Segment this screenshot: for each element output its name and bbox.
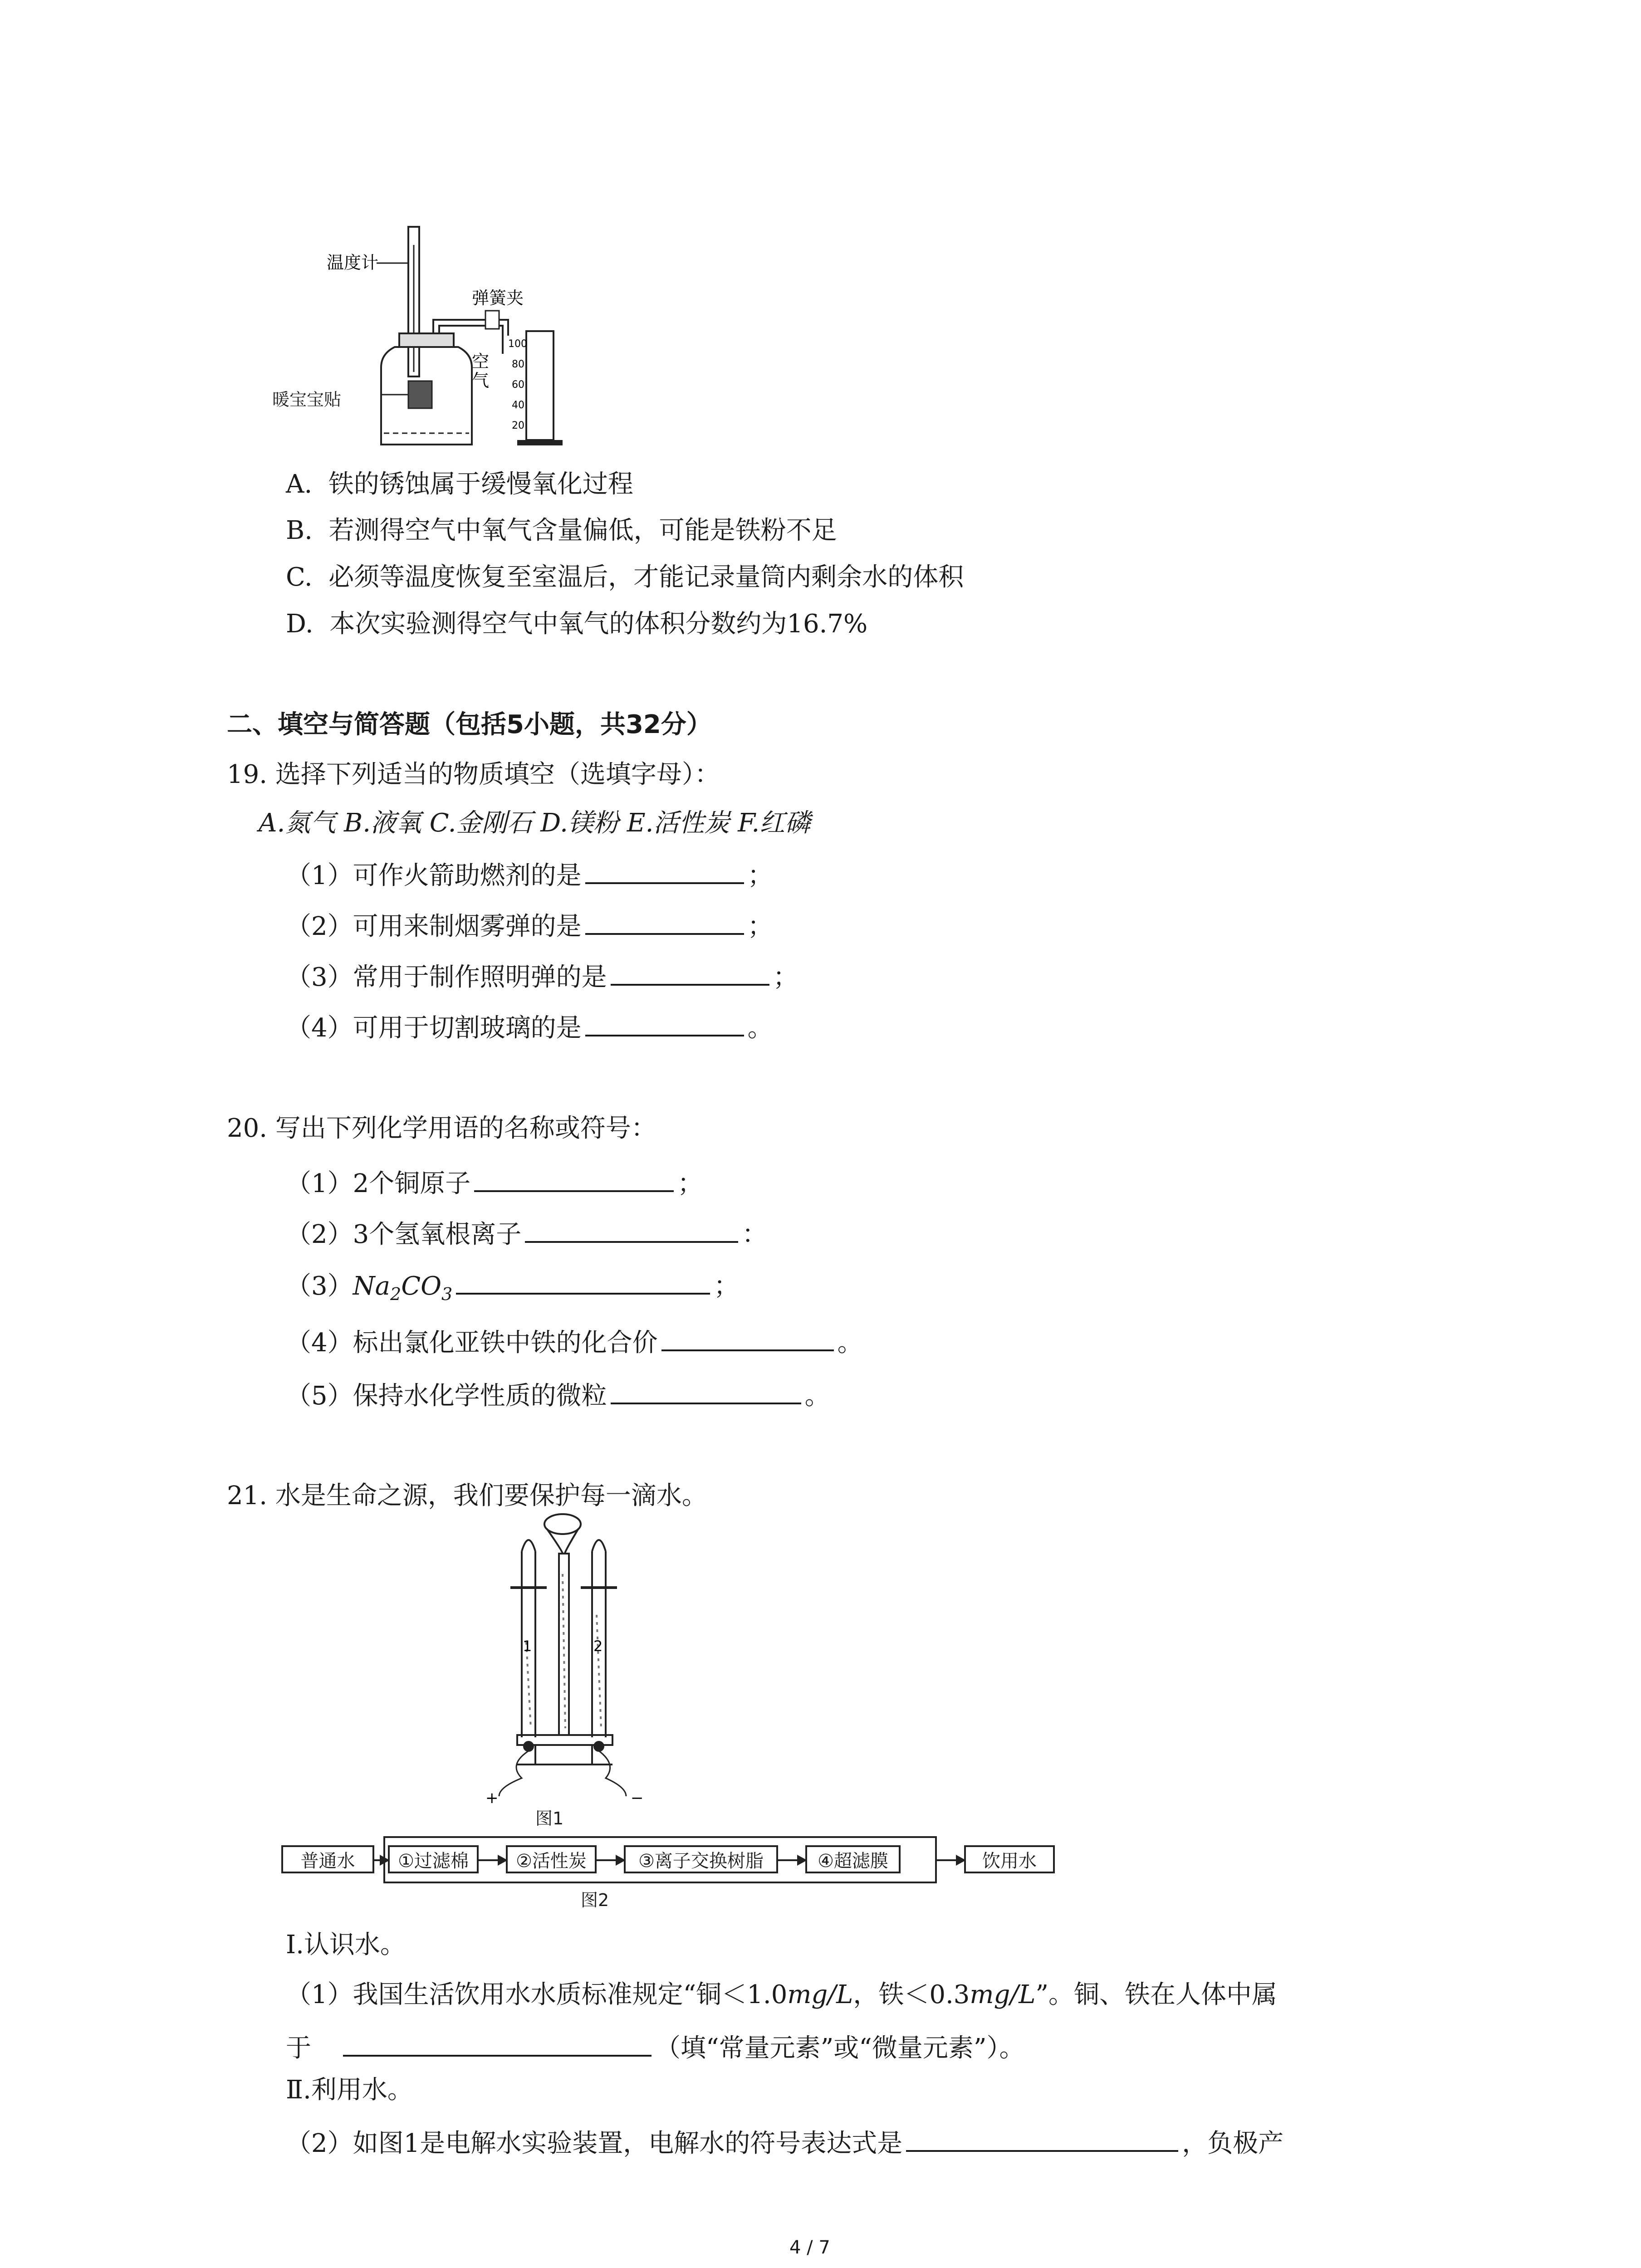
flow-input-box: 普通水 xyxy=(281,1845,374,1873)
flow-output-box: 饮用水 xyxy=(964,1845,1055,1873)
answer-blank[interactable] xyxy=(611,960,769,986)
option-d: D. 本次实验测得空气中氧气的体积分数约为16.7% xyxy=(286,609,868,639)
label-clamp: 弹簧夹 xyxy=(472,288,524,308)
answer-blank[interactable] xyxy=(525,1217,738,1243)
answer-blank[interactable] xyxy=(611,1379,801,1404)
flow-arrow xyxy=(937,1859,964,1861)
q20-item-1: （1）2个铜原子 ； xyxy=(286,1167,703,1197)
answer-blank[interactable] xyxy=(585,859,744,884)
answer-blank[interactable] xyxy=(343,2031,652,2057)
option-a: A. 铁的锈蚀属于缓慢氧化过程 xyxy=(286,469,633,499)
label-thermometer: 温度计 xyxy=(327,253,379,273)
q21-part-2: Ⅱ.利用水。 xyxy=(286,2075,413,2105)
answer-blank[interactable] xyxy=(456,1269,710,1295)
formula-na2co3: $Na_2CO_3$ xyxy=(353,1271,453,1305)
cylinder-scale-60: 60 xyxy=(512,379,524,391)
answer-blank[interactable] xyxy=(474,1167,674,1192)
q21-stem: 21. 水是生命之源，我们要保护每一滴水。 xyxy=(227,1481,707,1510)
answer-blank[interactable] xyxy=(585,909,744,935)
q20-item-5: （5）保持水化学性质的微粒 。 xyxy=(286,1379,830,1409)
flow-arrow xyxy=(479,1859,506,1861)
cylinder-scale-40: 40 xyxy=(512,400,524,411)
q20-item-3: $(3)Na_2CO_3$ ； xyxy=(286,1269,739,1303)
cylinder-scale-100: 100 xyxy=(508,338,527,350)
flow-step-4: ④超滤膜 xyxy=(805,1845,901,1873)
q21-item-1-line-1: （1）我国生活饮用水水质标准规定“铜＜1.0mg/L，铁＜0.3mg/L”。铜、铁在人体中属 xyxy=(286,1980,1278,2009)
q19-item-4: （4）可用于切割玻璃的是 。 xyxy=(286,1011,773,1041)
q19-item-3: （3）常用于制作照明弹的是 ； xyxy=(286,960,798,990)
oxygen-measurement-apparatus xyxy=(272,218,581,463)
tube-label-2: 2 xyxy=(593,1637,603,1655)
electrolysis-apparatus xyxy=(472,1510,653,1805)
terminal-plus: + xyxy=(485,1789,499,1805)
q20-item-4: （4）标出氯化亚铁中铁的化合价 。 xyxy=(286,1326,863,1356)
answer-blank[interactable] xyxy=(585,1011,744,1036)
q19-choices: A.氮气 B.液氧 C.金刚石 D.镁粉 E.活性炭 F.红磷 xyxy=(259,808,811,838)
figure-2-label: 图2 xyxy=(581,1890,609,1910)
q19-stem: 19. 选择下列适当的物质填空（选填字母）： xyxy=(227,760,720,789)
flow-step-2: ②活性炭 xyxy=(506,1845,597,1873)
q20-stem: 20. 写出下列化学用语的名称或符号： xyxy=(227,1114,656,1143)
page-number: 4 / 7 xyxy=(789,2237,830,2258)
terminal-minus: − xyxy=(631,1789,644,1805)
q19-item-2: （2）可用来制烟雾弹的是 ； xyxy=(286,909,773,939)
option-c: C. 必须等温度恢复至室温后，才能记录量筒内剩余水的体积 xyxy=(286,562,964,592)
tube-label-1: 1 xyxy=(523,1637,532,1655)
label-air-1: 空 xyxy=(472,352,490,371)
option-b: B. 若测得空气中氧气含量偏低，可能是铁粉不足 xyxy=(286,516,837,545)
cylinder-scale-20: 20 xyxy=(512,420,524,431)
q21-item-1-line-2: 于 （填“常量元素”或“微量元素”）。 xyxy=(286,2031,1025,2061)
flow-step-1: ①过滤棉 xyxy=(388,1845,479,1873)
section-heading: 二、填空与简答题（包括5小题，共32分） xyxy=(227,710,712,739)
q20-item-2: （2）3个氢氧根离子 ： xyxy=(286,1217,767,1247)
flow-step-3: ③离子交换树脂 xyxy=(624,1845,778,1873)
answer-blank[interactable] xyxy=(661,1326,834,1351)
flow-arrow xyxy=(778,1859,805,1861)
label-hand-warmer: 暖宝宝贴 xyxy=(272,390,342,410)
q21-part-1: Ⅰ.认识水。 xyxy=(286,1930,406,1960)
answer-blank[interactable] xyxy=(906,2126,1178,2152)
q21-item-2: （2）如图1是电解水实验装置，电解水的符号表达式是 ，负极产 xyxy=(286,2126,1283,2156)
q19-item-1: （1）可作火箭助燃剂的是 ； xyxy=(286,859,773,889)
label-air-2: 气 xyxy=(472,371,490,391)
cylinder-scale-80: 80 xyxy=(512,359,524,370)
figure-1-label: 图1 xyxy=(535,1809,564,1828)
flow-arrow xyxy=(597,1859,624,1861)
